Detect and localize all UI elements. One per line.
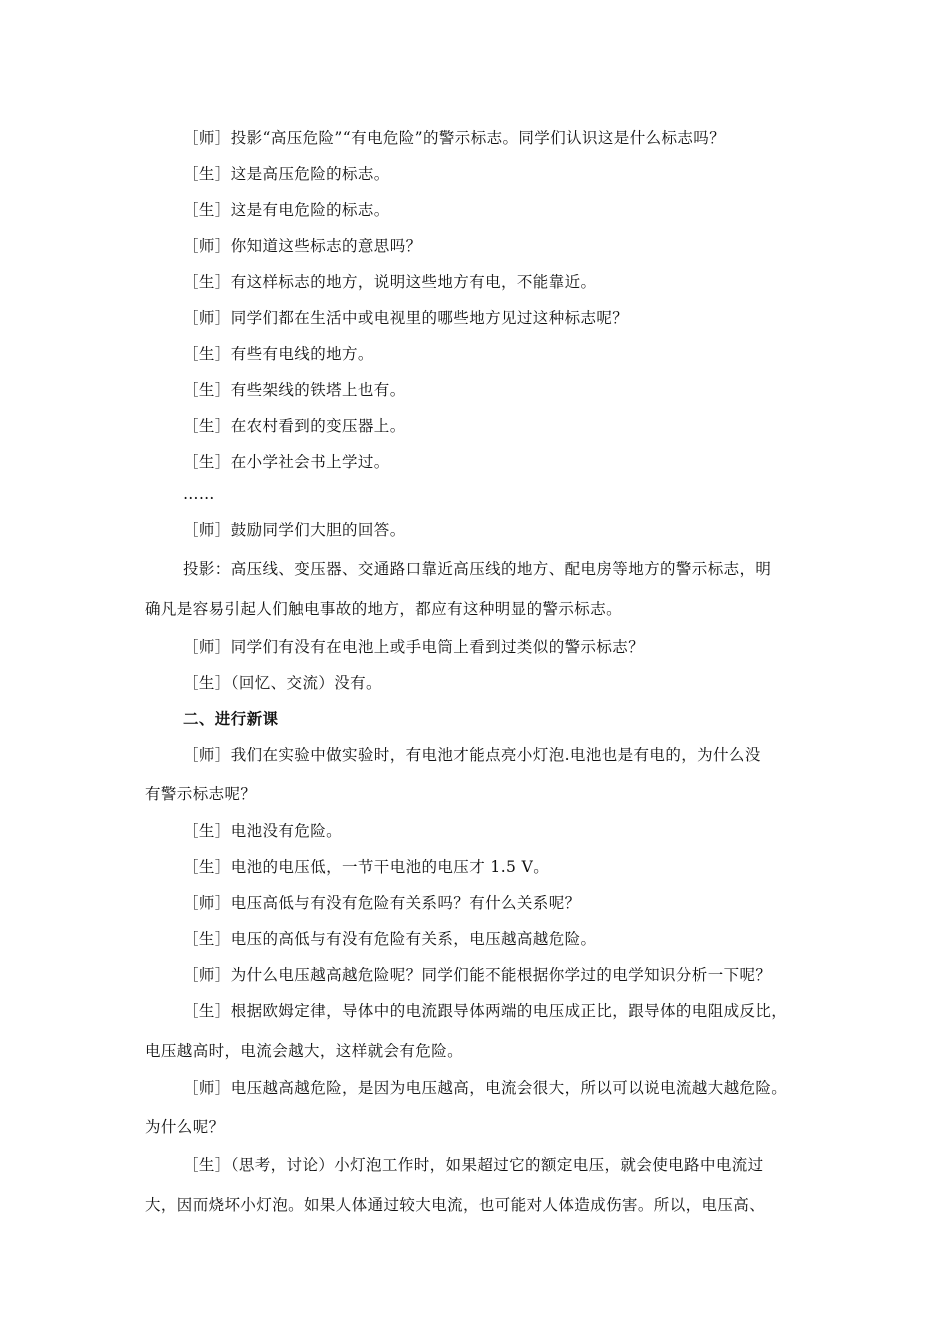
paragraph-line: ［生］电压的高低与有没有危险有关系，电压越高越危险。: [183, 930, 597, 948]
paragraph-line: ［生］根据欧姆定律，导体中的电流跟导体两端的电压成正比，跟导体的电阻成反比，: [183, 1002, 788, 1020]
paragraph-line: 为什么呢？: [145, 1118, 225, 1136]
section-heading: 二、进行新课: [183, 709, 279, 728]
paragraph-line: ［生］这是有电危险的标志。: [183, 201, 390, 219]
paragraph-line: 投影：高压线、变压器、交通路口靠近高压线的地方、配电房等地方的警示标志，明: [183, 560, 772, 578]
paragraph-line: ［师］同学们有没有在电池上或手电筒上看到过类似的警示标志？: [183, 638, 645, 656]
paragraph-line: ［生］（思考，讨论）小灯泡工作时，如果超过它的额定电压，就会使电路中电流过: [183, 1156, 764, 1174]
paragraph-line: ［师］我们在实验中做实验时，有电池才能点亮小灯泡.电池也是有电的，为什么没: [183, 746, 761, 764]
paragraph-line: ［师］你知道这些标志的意思吗？: [183, 237, 422, 255]
paragraph-line: 确凡是容易引起人们触电事故的地方，都应有这种明显的警示标志。: [145, 600, 623, 618]
paragraph-line: ［生］电池的电压低，一节干电池的电压才 1.5 V。: [183, 858, 550, 876]
paragraph-line: ［师］同学们都在生活中或电视里的哪些地方见过这种标志呢？: [183, 309, 629, 327]
paragraph-line: ［生］这是高压危险的标志。: [183, 165, 390, 183]
paragraph-line: 大，因而烧坏小灯泡。如果人体通过较大电流，也可能对人体造成伤害。所以，电压高、: [145, 1196, 766, 1214]
paragraph-line: ［师］投影“高压危险”“有电危险”的警示标志。同学们认识这是什么标志吗？: [183, 129, 726, 147]
paragraph-line: ［师］鼓励同学们大胆的回答。: [183, 521, 406, 539]
paragraph-line: ［生］在农村看到的变压器上。: [183, 417, 406, 435]
paragraph-line: 电压越高时，电流会越大，这样就会有危险。: [145, 1042, 464, 1060]
paragraph-line: 有警示标志呢？: [145, 785, 257, 803]
paragraph-line: ［生］在小学社会书上学过。: [183, 453, 390, 471]
paragraph-line: ［师］电压越高越危险，是因为电压越高，电流会很大，所以可以说电流越大越危险。: [183, 1079, 788, 1097]
paragraph-line: ［师］为什么电压越高越危险呢？同学们能不能根据你学过的电学知识分析一下呢？: [183, 966, 772, 984]
paragraph-line: ［生］有这样标志的地方，说明这些地方有电，不能靠近。: [183, 273, 597, 291]
paragraph-line: ［生］有些有电线的地方。: [183, 345, 374, 363]
paragraph-line: ［师］电压高低与有没有危险有关系吗？有什么关系呢？: [183, 894, 581, 912]
ellipsis-line: ……: [183, 485, 215, 503]
paragraph-line: ［生］（回忆、交流）没有。: [183, 674, 382, 692]
paragraph-line: ［生］电池没有危险。: [183, 822, 343, 840]
paragraph-line: ［生］有些架线的铁塔上也有。: [183, 381, 406, 399]
